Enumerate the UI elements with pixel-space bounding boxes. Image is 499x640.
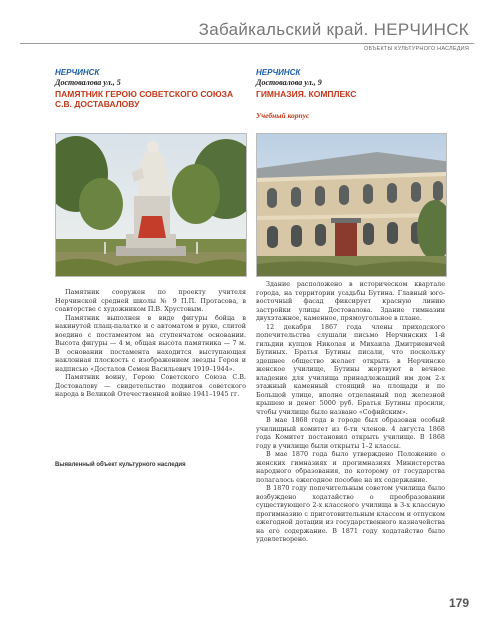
gymnasium-photo (256, 133, 447, 277)
right-paragraph: Здание расположено в историческом квартале города, на территории усадьбы Бутина. Главный юго-восточный фасад фиксирует красную линию застройки улицы Достовалова. Здание гимназии двухэтажное, каменное, прямоугольное в плане. (256, 280, 445, 322)
right-paragraph: В мае 1868 года в городе был образован особый училищный комитет из 6-ти членов. 4 августа 1868 года Комитет постановил открыть училище. В 1868 году в училище были открыты 1–2 классы. (256, 416, 445, 450)
page-number: 179 (448, 596, 469, 610)
left-city: НЕРЧИНСК (55, 68, 100, 77)
page-header-subtitle: ОБЪЕКТЫ КУЛЬТУРНОГО НАСЛЕДИЯ (363, 46, 469, 52)
right-paragraph: В 1870 году попечительным советом училища было возбуждено ходатайство о преобразовании существующего 2-х классного училища в 3-х классную прогимназию с приготовительным классом и отпуском ежегодной дотации из государственного казначейства на его содержание. В 1871 году ходатайство было удовлетворено. (256, 484, 445, 543)
right-article-heading (256, 68, 445, 120)
left-paragraph: Памятник выполнен в виде фигуры бойца в накинутой плащ-палатке и с автоматом в руке, слитой воедино с постаментом на ступенчатом основании. Высота фигуры — 4 м, общая высота памятника — 7 м. В основании постамента находится выступающая наклонная плоскость с изображением звезды Героя и надписью «Досталов Семен Васильевич 1919–1944». (55, 313, 246, 373)
left-paragraph: Памятник сооружен по проекту учителя Нерчинской средней школы № 9 П.П. Протасова, в соавторстве с художником П.В. Хрустовым. (55, 288, 246, 313)
left-article-heading (55, 68, 246, 109)
left-body-text (55, 288, 246, 399)
header-divider (20, 43, 474, 44)
left-title: ПАМЯТНИК ГЕРОЮ СОВЕТСКОГО СОЮЗА С.В. ДОСТАВАЛОВУ (55, 89, 234, 109)
right-address: Достовалова ул., 9 (256, 78, 322, 87)
left-address: Достовалова ул., 5 (55, 78, 121, 87)
heritage-status-note: Выявленный объект культурного наследия (55, 462, 186, 468)
right-city: НЕРЧИНСК (256, 68, 301, 77)
right-subheading: Учебный корпус (256, 111, 310, 120)
right-body-text (256, 280, 445, 544)
left-paragraph: Памятник воину, Герою Советского Союза С.В. Достовалову — свидетельство подвигов советского народа в Великой Отечественной войне 1941–1945 гг. (55, 373, 246, 398)
right-paragraph: 12 декабря 1867 года члены приходского попечительства слушали письмо Нерчинских 1-й гильдии купцов Николая и Михаила Дмитриевичей Бутиных. Братья Бутины писали, что поскольку здешнее общество желает открыть в Нерчинске женское училище, Бутины жертвуют в вечное владение для училища принадлежащий им дом 2-х этажный каменный стоящий на площади и по Большой улице, вполне отделанный под железной крышею и денег 5000 руб. Братья Бутины просили, чтобы училище было названо «Софийским». (256, 322, 445, 416)
right-title: ГИМНАЗИЯ. КОМПЛЕКС (256, 89, 357, 99)
monument-photo (55, 133, 247, 277)
right-paragraph: В мае 1870 года было утверждено Положение о женских гимназиях и прогимназиях Министерства народного образования, по которому от государства полагалось ежегодное пособие на их содержание. (256, 450, 445, 484)
page-header-title: Забайкальский край. НЕРЧИНСК (198, 20, 469, 39)
